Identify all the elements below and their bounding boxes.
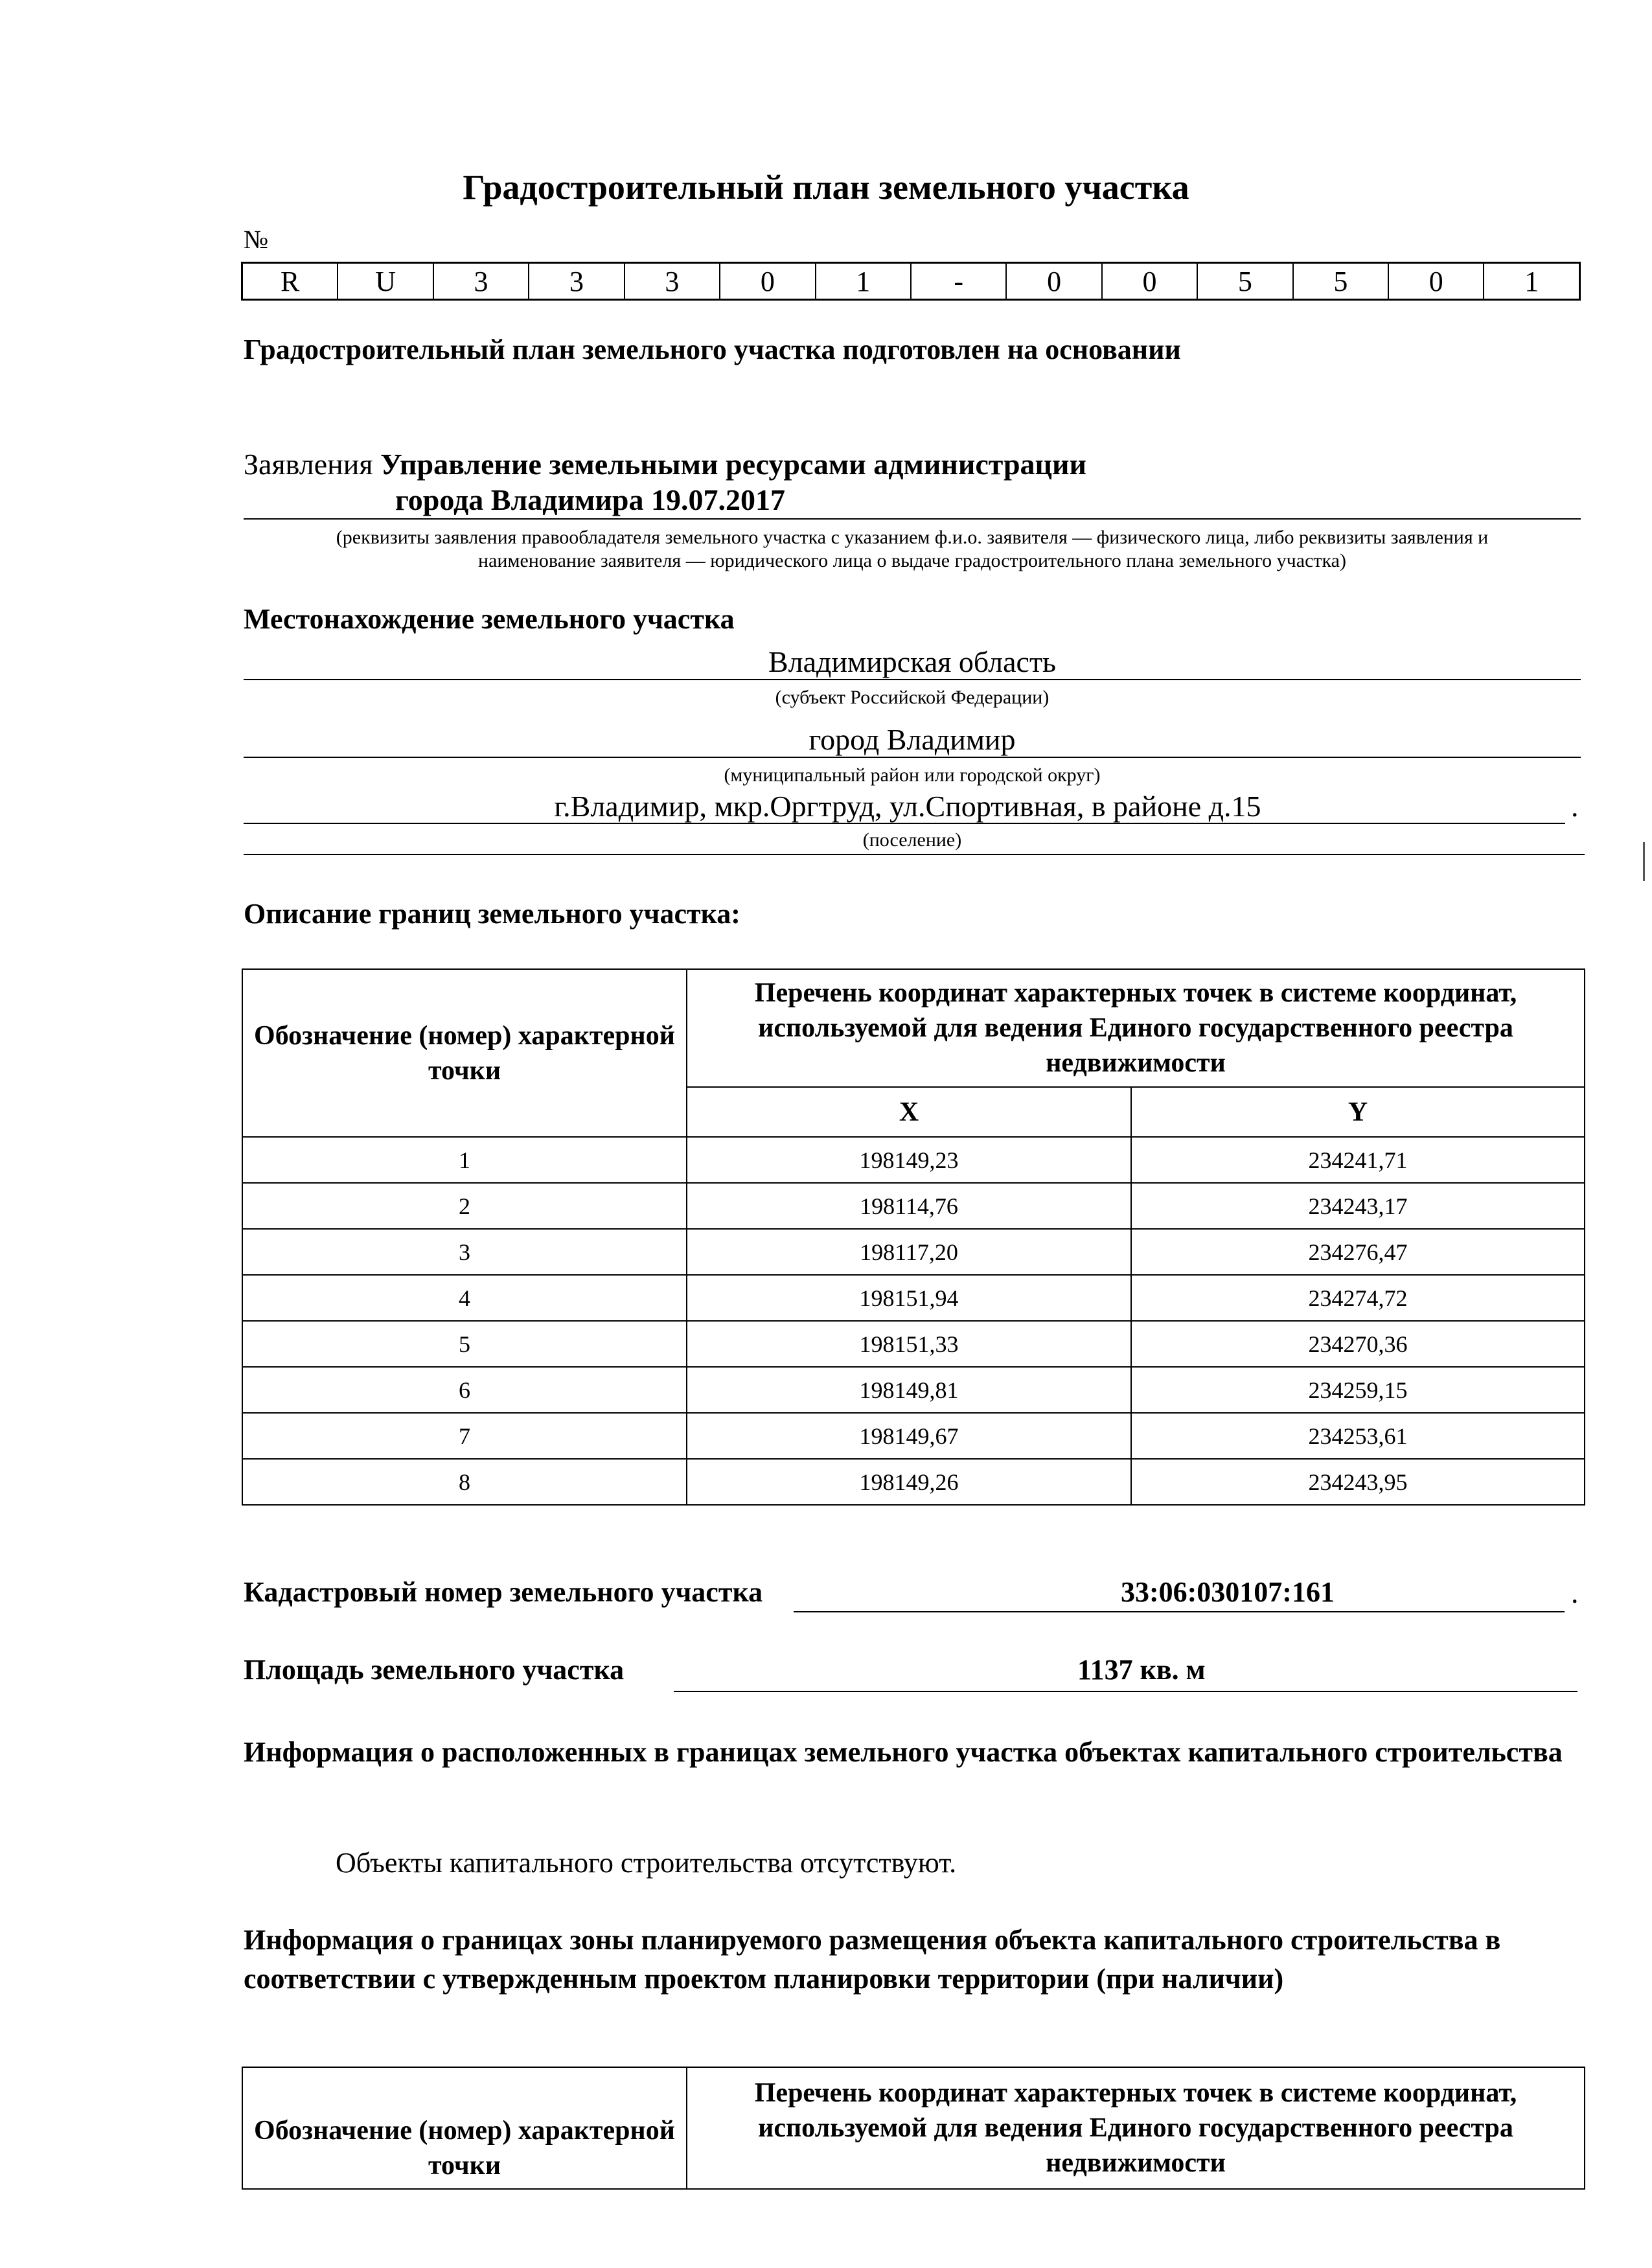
- point-number: 6: [242, 1367, 687, 1413]
- table-row: [242, 1275, 1585, 1321]
- settlement-value: г.Владимир, мкр.Оргтруд, ул.Спортивная, в районе д.15: [554, 790, 1261, 823]
- application-line-2: города Владимира 19.07.2017: [395, 483, 785, 516]
- coord-x: 198149,26: [687, 1459, 1131, 1505]
- reg-number-char: U: [337, 264, 432, 299]
- city-caption: (муниципальный район или городской округ): [724, 764, 1101, 786]
- coord-y: 234253,61: [1131, 1413, 1585, 1459]
- number-sign: №: [244, 225, 269, 254]
- planned-zone-heading: Информация о границах зоны планируемого размещения объекта капитального строительства в соответствии с утвержденным проектом планировки территории (при наличии): [244, 1924, 1501, 1995]
- point-number: 3: [242, 1229, 687, 1275]
- reg-number-char: 0: [1005, 264, 1101, 299]
- point-number: 2: [242, 1183, 687, 1229]
- boundary-coordinates-table: [242, 968, 1585, 1506]
- region-underline: [244, 679, 1581, 680]
- table-row: [242, 1229, 1585, 1275]
- coord-y: 234259,15: [1131, 1367, 1585, 1413]
- reg-number-char: 0: [1101, 264, 1197, 299]
- settlement-dot: .: [1571, 790, 1579, 823]
- reg-number-char: 1: [815, 264, 910, 299]
- point-number: 7: [242, 1413, 687, 1459]
- page-title: Градостроительный план земельного участка: [463, 168, 1189, 207]
- point-number: 1: [242, 1137, 687, 1183]
- settlement-caption: (поселение): [862, 829, 962, 851]
- coord-y: 234241,71: [1131, 1137, 1585, 1183]
- coord-y: 234243,17: [1131, 1183, 1585, 1229]
- application-line-1: [244, 447, 1086, 481]
- coord-y: 234270,36: [1131, 1321, 1585, 1367]
- coord-x: 198114,76: [687, 1183, 1131, 1229]
- capital-objects-text: Объекты капитального строительства отсутствуют.: [336, 1847, 957, 1879]
- registration-number: [241, 262, 1581, 301]
- reg-number-char: -: [910, 264, 1005, 299]
- coord-x: 198149,23: [687, 1137, 1131, 1183]
- table-row: [242, 1183, 1585, 1229]
- application-note-line-2: наименование заявителя — юридического лица о выдаче градостроительного плана земельного участка): [478, 550, 1346, 571]
- header-x: X: [687, 1087, 1131, 1137]
- scan-margin-mark: [1643, 842, 1645, 881]
- basis-heading: Градостроительный план земельного участка подготовлен на основании: [244, 334, 1181, 365]
- application-applicant: Управление земельными ресурсами администрации: [380, 448, 1087, 481]
- header-coordinates: Перечень координат характерных точек в системе координат, используемой для ведения Единого государственного реестра недвижимости: [687, 969, 1585, 1087]
- point-number: 5: [242, 1321, 687, 1367]
- application-prefix: Заявления: [244, 448, 373, 481]
- header-coordinates: Перечень координат характерных точек в системе координат, используемой для ведения Единого государственного реестра недвижимости: [687, 2067, 1585, 2189]
- table-row: [242, 1459, 1585, 1505]
- coord-y: 234274,72: [1131, 1275, 1585, 1321]
- planned-zone-table: [242, 2067, 1585, 2190]
- reg-number-char: 3: [433, 264, 528, 299]
- coord-x: 198151,94: [687, 1275, 1131, 1321]
- city-underline: [244, 757, 1581, 758]
- capital-objects-heading: Информация о расположенных в границах земельного участка объектах капитального строительства: [244, 1736, 1563, 1768]
- reg-number-char: 3: [528, 264, 623, 299]
- coord-y: 234243,95: [1131, 1459, 1585, 1505]
- coord-x: 198117,20: [687, 1229, 1131, 1275]
- reg-number-char: 1: [1483, 264, 1578, 299]
- coord-y: 234276,47: [1131, 1229, 1585, 1275]
- header-point-number: Обозначение (номер) характерной точки: [242, 969, 687, 1137]
- cadastral-value: 33:06:030107:161: [1121, 1576, 1335, 1608]
- settlement-underline: [244, 823, 1565, 824]
- reg-number-char: 5: [1197, 264, 1292, 299]
- point-number: 8: [242, 1459, 687, 1505]
- reg-number-char: 5: [1292, 264, 1388, 299]
- table-row: [242, 1321, 1585, 1367]
- city-value: город Владимир: [809, 723, 1016, 756]
- cadastral-underline: [794, 1611, 1565, 1612]
- reg-number-char: 0: [1388, 264, 1483, 299]
- boundaries-heading: Описание границ земельного участка:: [244, 898, 740, 930]
- area-underline: [674, 1691, 1577, 1692]
- table-row: [242, 1367, 1585, 1413]
- coord-x: 198149,81: [687, 1367, 1131, 1413]
- cadastral-dot: .: [1571, 1576, 1579, 1609]
- region-value: Владимирская область: [768, 645, 1057, 678]
- coord-x: 198151,33: [687, 1321, 1131, 1367]
- header-point-number: Обозначение (номер) характерной точки: [242, 2067, 687, 2189]
- reg-number-char: R: [281, 265, 300, 297]
- point-number: 4: [242, 1275, 687, 1321]
- table-row: [242, 1137, 1585, 1183]
- application-note-line-1: (реквизиты заявления правообладателя земельного участка с указанием ф.и.о. заявителя — физического лица, либо реквизиты заявления и: [336, 527, 1489, 548]
- location-heading: Местонахождение земельного участка: [244, 603, 735, 635]
- region-caption: (субъект Российской Федерации): [775, 687, 1050, 708]
- application-underline: [244, 518, 1581, 520]
- coord-x: 198149,67: [687, 1413, 1131, 1459]
- area-value: 1137 кв. м: [1077, 1654, 1206, 1686]
- reg-number-char: 3: [624, 264, 719, 299]
- table-row: [242, 1413, 1585, 1459]
- application-note: [244, 526, 1581, 573]
- cadastral-label: Кадастровый номер земельного участка: [244, 1576, 763, 1608]
- area-label: Площадь земельного участка: [244, 1654, 625, 1686]
- header-y: Y: [1131, 1087, 1585, 1137]
- settlement-caption-underline: [244, 854, 1585, 855]
- reg-number-char: 0: [719, 264, 814, 299]
